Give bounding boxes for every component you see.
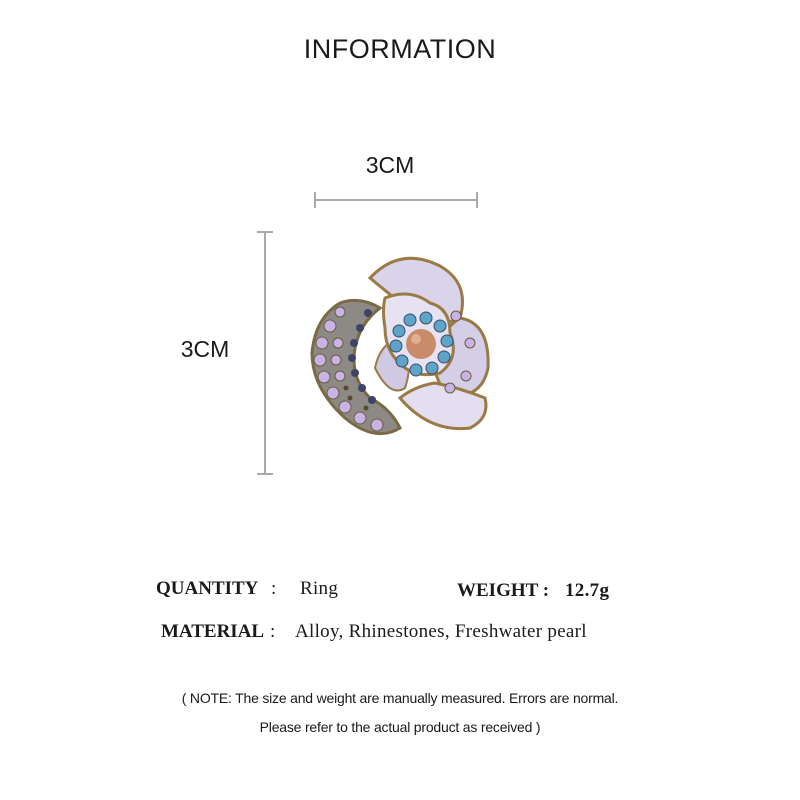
- quantity-label: QUANTITY: [156, 578, 259, 599]
- height-ruler: [264, 231, 266, 475]
- weight-value: 12.7g: [565, 580, 610, 601]
- note-line-1: ( NOTE: The size and weight are manually measured. Errors are normal.: [181, 690, 619, 706]
- flower-ring-illustration: [300, 248, 500, 448]
- material-colon: :: [270, 621, 276, 642]
- quantity-value: Ring: [300, 578, 339, 599]
- height-label: 3CM: [180, 336, 230, 362]
- note-line-2: Please refer to the actual product as received ): [259, 719, 541, 735]
- width-ruler: [314, 199, 478, 201]
- material-label: MATERIAL: [161, 621, 265, 642]
- width-label: 3CM: [365, 152, 415, 178]
- quantity-colon: :: [271, 578, 277, 599]
- weight-label: WEIGHT :: [457, 580, 550, 601]
- material-value: Alloy, Rhinestones, Freshwater pearl: [295, 621, 587, 642]
- page-title: INFORMATION: [303, 34, 497, 64]
- flower-ring-photo: [300, 248, 500, 448]
